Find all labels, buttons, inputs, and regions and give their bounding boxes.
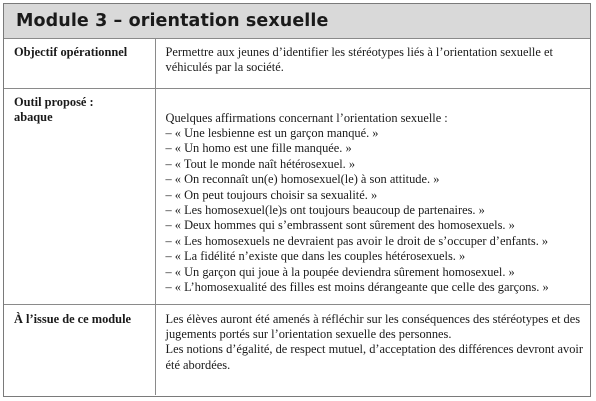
- affirmation-item: – « On reconnaît un(e) homosexuel(le) à son attitude. »: [165, 172, 440, 187]
- affirmation-item: – « Les homosexuels ne devraient pas avoir le droit de s’occuper d’enfants. »: [165, 233, 549, 248]
- tool-intro: Quelques affirmations concernant l’orientation sexuelle :: [165, 110, 448, 125]
- tool-label: [4, 88, 155, 304]
- affirmation-item: – « Un garçon qui joue à la poupée deviendra sûrement homosexuel. »: [165, 264, 515, 279]
- tool-label-line2: abaque: [14, 109, 53, 124]
- tool-content: [155, 88, 590, 304]
- affirmation-item: – « On peut toujours choisir sa sexualité. »: [165, 187, 378, 202]
- row-tool: [4, 88, 590, 304]
- affirmation-list: [166, 126, 585, 295]
- affirmation-item: – « Les homosexuel(le)s ont toujours beaucoup de partenaires. »: [165, 202, 485, 217]
- outcome-paragraph-2: Les notions d’égalité, de respect mutuel, d’acceptation des différences devront avoir été abordées.: [165, 342, 583, 372]
- outcome-label: À l’issue de ce module: [4, 304, 155, 395]
- affirmation-item: – « Un homo est une fille manquée. »: [165, 141, 352, 156]
- affirmation-item: – « La fidélité n’existe que dans les couples hétérosexuels. »: [165, 249, 466, 264]
- objective-text: Permettre aux jeunes d’identifier les stéréotypes liés à l’orientation sexuelle et véhiculés par la société.: [155, 39, 590, 88]
- module-card: [3, 3, 591, 397]
- row-objective: [4, 39, 590, 88]
- affirmation-item: – « Une lesbienne est un garçon manqué. »: [165, 125, 379, 140]
- affirmation-item: – « Tout le monde naît hétérosexuel. »: [165, 156, 356, 171]
- row-outcome: [4, 304, 590, 395]
- outcome-content: [155, 304, 590, 395]
- module-title: Module 3 – orientation sexuelle: [4, 4, 590, 39]
- module-table: [4, 39, 590, 395]
- affirmation-item: – « L’homosexualité des filles est moins dérangeante que celle des garçons. »: [165, 279, 549, 294]
- objective-label: Objectif opérationnel: [4, 39, 155, 88]
- affirmation-item: – « Deux hommes qui s’embrassent sont sûrement des homosexuels. »: [165, 218, 515, 233]
- tool-label-line1: Outil proposé :: [14, 94, 94, 109]
- outcome-paragraph-1: Les élèves auront été amenés à réfléchir sur les conséquences des stéréotypes et des jugements portés sur l’orientation sexuelle des personnes.: [165, 311, 581, 341]
